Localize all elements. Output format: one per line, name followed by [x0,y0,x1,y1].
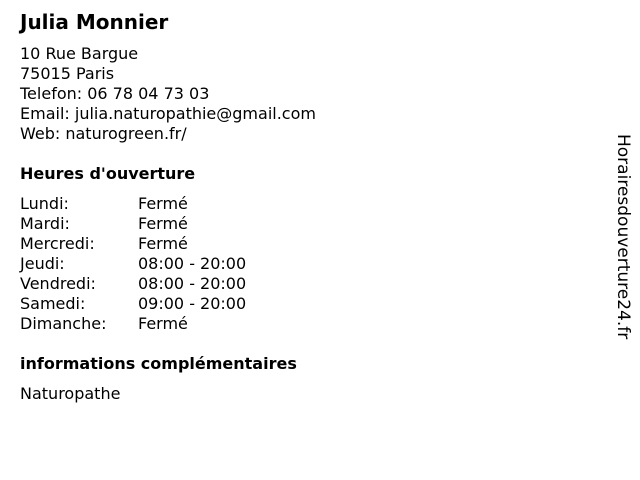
hours-row-wednesday [20,234,320,254]
hours-value: Fermé [138,194,188,213]
additional-info-text: Naturopathe [20,384,121,403]
business-name: Julia Monnier [20,10,169,34]
day-label: Jeudi: [20,254,65,273]
hours-value: Fermé [138,314,188,333]
address-city: 75015 Paris [20,64,115,83]
day-label: Samedi: [20,294,86,313]
hours-value: 08:00 - 20:00 [138,254,247,273]
address-street: 10 Rue Bargue [20,44,139,63]
email-line: Email: julia.naturopathie@gmail.com [20,104,316,123]
hours-value: 09:00 - 20:00 [138,294,247,313]
hours-row-monday [20,194,320,214]
site-watermark: Horairesdouverture24.fr [613,134,633,340]
hours-value: Fermé [138,214,188,233]
hours-row-tuesday [20,214,320,234]
opening-hours-heading: Heures d'ouverture [20,164,196,183]
day-label: Mardi: [20,214,70,233]
day-label: Mercredi: [20,234,95,253]
hours-row-friday [20,274,320,294]
hours-value: 08:00 - 20:00 [138,274,247,293]
day-label: Vendredi: [20,274,96,293]
opening-hours-table [20,194,320,334]
contact-block [20,44,316,144]
web-line: Web: naturogreen.fr/ [20,124,187,143]
day-label: Dimanche: [20,314,107,333]
phone-line: Telefon: 06 78 04 73 03 [20,84,210,103]
hours-row-thursday [20,254,320,274]
additional-info-heading: informations complémentaires [20,354,297,373]
hours-value: Fermé [138,234,188,253]
day-label: Lundi: [20,194,69,213]
hours-row-sunday [20,314,320,334]
hours-row-saturday [20,294,320,314]
